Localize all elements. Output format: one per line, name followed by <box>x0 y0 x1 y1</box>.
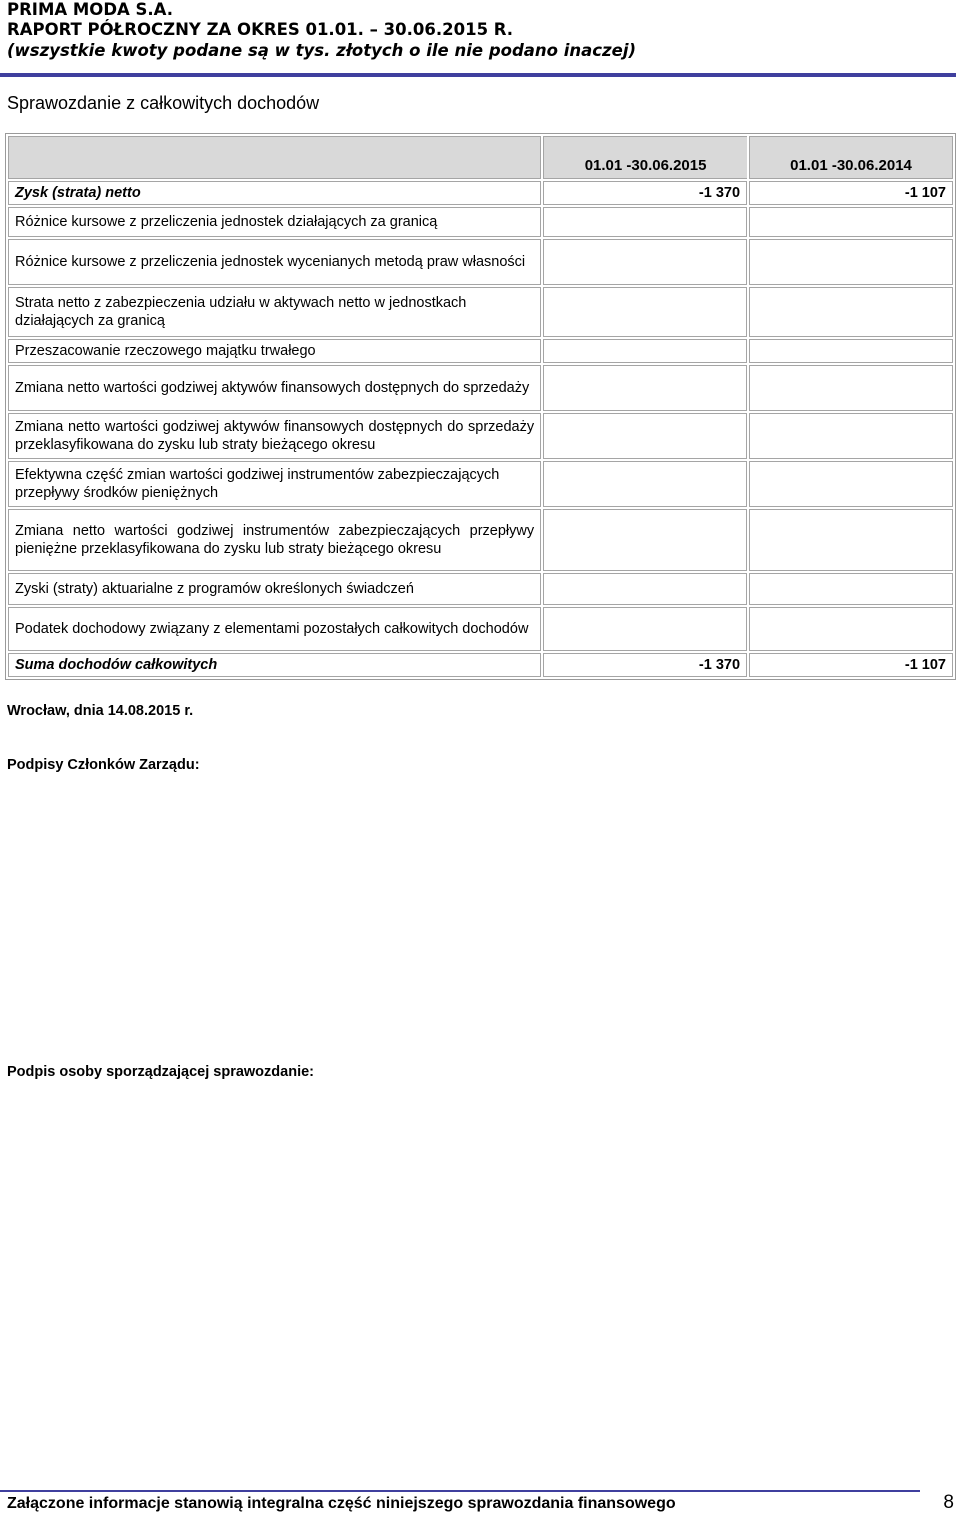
row-label: Suma dochodów całkowitych <box>8 653 541 677</box>
table-row <box>8 607 953 651</box>
board-signatures-label: Podpisy Członków Zarządu: <box>7 757 200 773</box>
row-value-2015 <box>543 207 747 237</box>
row-label: Podatek dochodowy związany z elementami pozostałych całkowitych dochodów <box>8 607 541 651</box>
row-label: Strata netto z zabezpieczenia udziału w aktywach netto w jednostkach działających za granicą <box>8 287 541 337</box>
row-value-2014 <box>749 509 953 571</box>
row-value-2014 <box>749 365 953 411</box>
row-value-2015 <box>543 413 747 459</box>
row-label: Zyski (straty) aktuarialne z programów określonych świadczeń <box>8 573 541 605</box>
row-value-2014 <box>749 207 953 237</box>
footer-rule <box>0 1490 920 1492</box>
table-row <box>8 207 953 237</box>
row-label: Przeszacowanie rzeczowego majątku trwałego <box>8 339 541 363</box>
row-label: Różnice kursowe z przeliczenia jednostek wycenianych metodą praw własności <box>8 239 541 285</box>
header-rule <box>0 73 956 77</box>
row-label: Zmiana netto wartości godziwej aktywów finansowych dostępnych do sprzedaży <box>8 365 541 411</box>
amounts-note: (wszystkie kwoty podane są w tys. złotych o ile nie podano inaczej) <box>7 41 637 60</box>
header-period-2014: 01.01 -30.06.2014 <box>749 136 953 179</box>
row-value-2015: -1 370 <box>543 653 747 677</box>
row-label: Zmiana netto wartości godziwej instrumentów zabezpieczających przepływy pieniężne przeklasyfikowana do zysku lub straty bieżącego okresu <box>8 509 541 571</box>
report-title: RAPORT PÓŁROCZNY ZA OKRES 01.01. – 30.06.2015 R. <box>7 20 514 39</box>
page-number: 8 <box>943 1492 954 1513</box>
place-date: Wrocław, dnia 14.08.2015 r. <box>7 703 194 719</box>
table-row <box>8 365 953 411</box>
row-value-2015 <box>543 339 747 363</box>
table-row <box>8 181 953 205</box>
row-label: Różnice kursowe z przeliczenia jednostek działających za granicą <box>8 207 541 237</box>
table-row <box>8 509 953 571</box>
table-row <box>8 461 953 507</box>
row-value-2014: -1 107 <box>749 653 953 677</box>
section-title: Sprawozdanie z całkowitych dochodów <box>7 93 320 113</box>
row-value-2015 <box>543 509 747 571</box>
company-name: PRIMA MODA S.A. <box>7 0 174 19</box>
table-row <box>8 339 953 363</box>
table-row <box>8 413 953 459</box>
row-value-2014 <box>749 461 953 507</box>
row-value-2015 <box>543 607 747 651</box>
table-header-row <box>8 136 953 179</box>
row-value-2014 <box>749 607 953 651</box>
income-statement-table <box>5 133 956 680</box>
table-row <box>8 239 953 285</box>
table-row <box>8 573 953 605</box>
row-value-2015 <box>543 365 747 411</box>
header-period-2015: 01.01 -30.06.2015 <box>543 136 747 179</box>
row-label: Zysk (strata) netto <box>8 181 541 205</box>
preparer-signature-label: Podpis osoby sporządzającej sprawozdanie: <box>7 1064 314 1080</box>
row-value-2015 <box>543 573 747 605</box>
row-value-2015 <box>543 239 747 285</box>
row-value-2015: -1 370 <box>543 181 747 205</box>
row-value-2015 <box>543 461 747 507</box>
table-row-total <box>8 653 953 677</box>
header-blank-cell <box>8 136 541 179</box>
row-value-2014 <box>749 287 953 337</box>
row-label: Efektywna część zmian wartości godziwej instrumentów zabezpieczających przepływy środków pieniężnych <box>8 461 541 507</box>
row-value-2014 <box>749 239 953 285</box>
row-value-2014 <box>749 573 953 605</box>
row-label: Zmiana netto wartości godziwej aktywów finansowych dostępnych do sprzedaży przeklasyfikowana do zysku lub straty bieżącego okresu <box>8 413 541 459</box>
footer-text: Załączone informacje stanowią integralna część niniejszego sprawozdania finansowego <box>7 1495 676 1512</box>
row-value-2014 <box>749 413 953 459</box>
row-value-2015 <box>543 287 747 337</box>
table-row <box>8 287 953 337</box>
row-value-2014 <box>749 339 953 363</box>
row-value-2014: -1 107 <box>749 181 953 205</box>
